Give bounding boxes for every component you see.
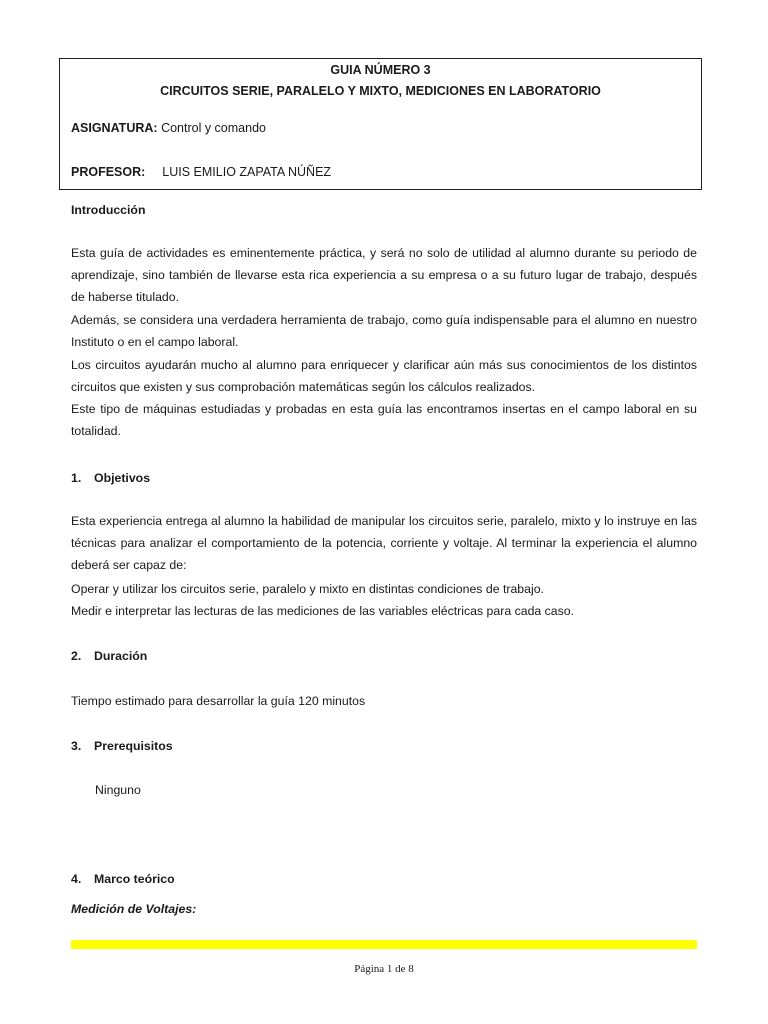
prerequisites-text: Ninguno — [95, 783, 141, 797]
objectives-line-measure: Medir e interpretar las lecturas de las mediciones de las variables eléctricas para cada caso. — [71, 604, 575, 618]
intro-paragraph-3: Los circuitos ayudarán mucho al alumno para enriquecer y clarificar aún más sus conocimientos de los distintos circuitos que existen y sus comprobación matemáticas según los cálculos realizados. — [71, 358, 697, 395]
guide-number-title: GUIA NÚMERO 3 — [330, 63, 431, 77]
section-objectives-heading — [71, 471, 150, 485]
objectives-paragraph: Esta experiencia entrega al alumno la habilidad de manipular los circuitos serie, paralelo, mixto y lo instruye en las técnicas para analizar el comportamiento de la potencia, corriente y voltaje. Al terminar la experiencia el alumno deberá ser capaz de: — [71, 514, 697, 573]
header-box — [59, 58, 702, 190]
guide-topic-title: CIRCUITOS SERIE, PARALELO Y MIXTO, MEDICIONES EN LABORATORIO — [160, 84, 601, 98]
subject-value: Control y comando — [161, 121, 266, 135]
section-number: 4. — [71, 872, 82, 886]
section-title: Duración — [94, 649, 148, 663]
teacher-row — [71, 165, 331, 179]
highlight-bar — [71, 940, 697, 949]
subject-label: ASIGNATURA: — [71, 121, 158, 135]
section-number: 3. — [71, 739, 82, 753]
section-duration-heading — [71, 649, 147, 663]
section-prerequisites-heading — [71, 739, 173, 753]
section-theory-heading — [71, 872, 175, 886]
subject-row — [71, 121, 266, 135]
section-title: Prerequisitos — [94, 739, 173, 753]
intro-paragraph-2: Además, se considera una verdadera herramienta de trabajo, como guía indispensable para el alumno en nuestro Instituto o en el campo laboral. — [71, 313, 697, 350]
page-footer: Página 1 de 8 — [354, 963, 414, 975]
intro-heading: Introducción — [71, 203, 146, 217]
teacher-value: LUIS EMILIO ZAPATA NÚÑEZ — [162, 165, 332, 179]
voltage-measurement-subheading: Medición de Voltajes: — [71, 902, 197, 916]
objectives-line-operate: Operar y utilizar los circuitos serie, paralelo y mixto en distintas condiciones de trabajo. — [71, 582, 544, 596]
intro-paragraph-1: Esta guía de actividades es eminentemente práctica, y será no solo de utilidad al alumno durante su periodo de aprendizaje, sino también de llevarse esta rica experiencia a su empresa o a su futuro lugar de trabajo, después de haberse titulado. — [71, 246, 697, 305]
section-number: 1. — [71, 471, 82, 485]
intro-paragraph-4: Este tipo de máquinas estudiadas y probadas en esta guía las encontramos insertas en el campo laboral en su totalidad. — [71, 402, 697, 439]
teacher-label: PROFESOR: — [71, 165, 146, 179]
section-title: Marco teórico — [94, 872, 175, 886]
section-number: 2. — [71, 649, 82, 663]
duration-text: Tiempo estimado para desarrollar la guía 120 minutos — [71, 694, 366, 708]
section-title: Objetivos — [94, 471, 151, 485]
